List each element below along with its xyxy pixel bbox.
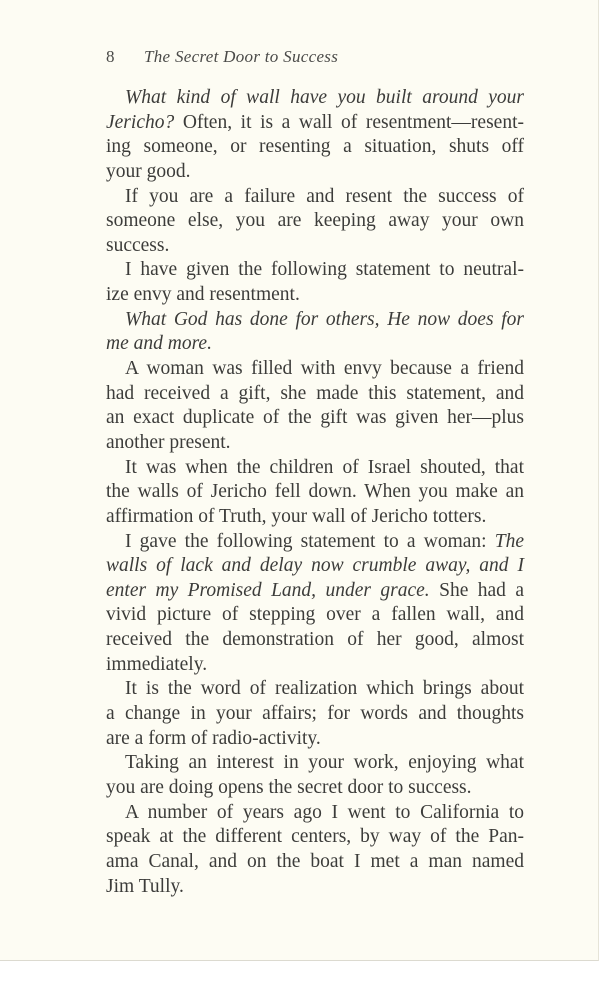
italic-text-run: Jericho?: [106, 111, 175, 133]
text-line: [106, 530, 524, 555]
text-line: [106, 382, 524, 407]
text-run: another present.: [106, 431, 231, 453]
text-line: [106, 702, 524, 727]
text-run: Taking an interest in your work, enjoying what: [125, 752, 524, 774]
text-line: [106, 825, 524, 850]
text-run: immediately.: [106, 653, 208, 675]
text-run: the walls of Jericho fell down. When you make an: [106, 481, 524, 503]
text-line: [106, 234, 524, 259]
text-line: [106, 185, 524, 210]
text-run: someone else, you are keeping away your own: [106, 210, 524, 232]
text-run: you are doing opens the secret door to success.: [106, 776, 472, 798]
text-run: ing someone, or resenting a situation, shuts off: [106, 136, 524, 158]
text-run: I have given the following statement to neutral-: [125, 259, 524, 281]
text-line: [106, 357, 524, 382]
text-run: affirmation of Truth, your wall of Jericho totters.: [106, 505, 487, 527]
text-line: [106, 850, 524, 875]
page-number: 8: [106, 47, 115, 66]
text-run: If you are a failure and resent the success of: [125, 185, 524, 207]
text-line: [106, 111, 524, 136]
running-title: The Secret Door to Success: [144, 47, 339, 66]
text-run: are a form of radio-activity.: [106, 727, 321, 749]
text-line: [106, 579, 524, 604]
text-run: She had a: [429, 579, 524, 601]
text-run: ize envy and resentment.: [106, 284, 300, 306]
text-line: [106, 751, 524, 776]
text-line: [106, 776, 524, 801]
text-run: vivid picture of stepping over a fallen wall, and: [106, 604, 524, 626]
body-text: [106, 86, 524, 899]
text-run: success.: [106, 234, 170, 256]
text-run: had received a gift, she made this statement, and: [106, 382, 524, 404]
text-run: Jim Tully.: [106, 875, 184, 897]
italic-text-run: enter my Promised Land, under grace.: [106, 579, 430, 601]
italic-text-run: The: [494, 530, 524, 552]
text-line: [106, 135, 524, 160]
text-run: A number of years ago I went to California to: [125, 801, 524, 823]
text-line: [106, 209, 524, 234]
italic-text-run: What kind of wall have you built around your: [125, 87, 524, 108]
text-line: [106, 86, 524, 111]
text-line: [106, 160, 524, 185]
text-run: an exact duplicate of the gift was given her—plus: [106, 407, 524, 429]
text-line: [106, 727, 524, 752]
text-line: [106, 283, 524, 308]
text-run: I gave the following statement to a woman:: [125, 530, 495, 552]
text-line: [106, 308, 524, 333]
text-run: A woman was filled with envy because a friend: [125, 358, 524, 380]
text-line: [106, 480, 524, 505]
text-run: a change in your affairs; for words and thoughts: [106, 703, 524, 725]
text-line: [106, 875, 524, 900]
text-run: It is the word of realization which brings about: [125, 678, 524, 700]
text-line: [106, 801, 524, 826]
text-line: [106, 332, 524, 357]
text-line: [106, 628, 524, 653]
text-line: [106, 554, 524, 579]
text-line: [106, 603, 524, 628]
text-run: It was when the children of Israel shouted, that: [125, 456, 524, 478]
text-line: [106, 677, 524, 702]
text-line: [106, 653, 524, 678]
text-run: received the demonstration of her good, almost: [106, 629, 524, 651]
text-line: [106, 505, 524, 530]
text-run: speak at the different centers, by way of the Pan-: [106, 826, 524, 848]
text-line: [106, 258, 524, 283]
text-line: [106, 456, 524, 481]
italic-text-run: walls of lack and delay now crumble away, and I: [106, 555, 524, 577]
italic-text-run: me and more.: [106, 333, 212, 355]
text-run: Often, it is a wall of resentment—resent-: [174, 111, 524, 133]
text-line: [106, 406, 524, 431]
running-header: [106, 47, 338, 67]
text-run: ama Canal, and on the boat I met a man named: [106, 850, 524, 872]
text-run: your good.: [106, 160, 191, 182]
italic-text-run: What God has done for others, He now does for: [125, 308, 524, 330]
text-line: [106, 431, 524, 456]
